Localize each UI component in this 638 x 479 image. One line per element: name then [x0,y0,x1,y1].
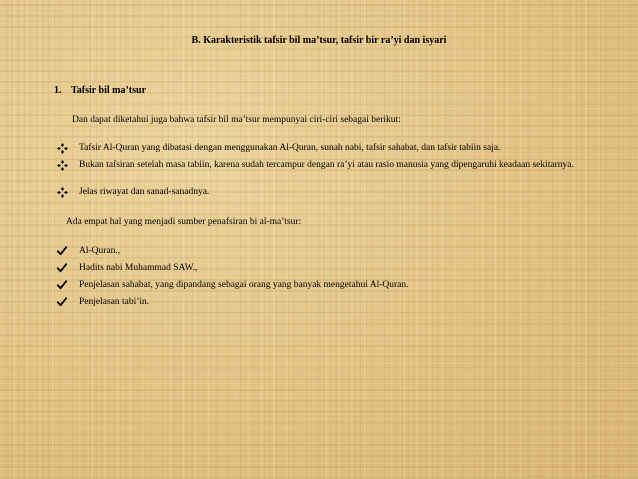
diamond-bullet-icon [56,159,68,171]
characteristic-text: Tafsir Al-Quran yang dibatasi dengan menggunakan Al-Quran, sunah nabi, tafsir sahabat, dan tafsir tabiin saja. [79,143,501,153]
source-text: Hadits nabi Muhammad SAW., [79,263,198,273]
section-number: 1. [54,85,62,96]
checkmark-bullet-icon [56,262,68,274]
checkmark-bullet-icon [56,279,68,291]
characteristic-text: Bukan tafsiran setelah masa tabiin, karena sudah tercampur dengan ra’yi atau rasio manusia yang dipengaruhi keadaan sekitarnya. [79,160,574,170]
characteristic-text: Jelas riwayat dan sanad-sanadnya. [79,187,210,197]
section-heading-text: Tafsir bil ma’tsur [71,85,147,96]
checkmark-bullet-icon [56,245,68,257]
source-text: Penjelasan sahabat, yang dipandang sebagai orang yang banyak mengetahui Al-Quran. [79,280,409,290]
source-text: Penjelasan tabi’in. [79,297,150,307]
source-text: Al-Quran., [79,246,121,256]
sources-intro-paragraph: Ada empat hal yang menjadi sumber penafsiran bi al-ma’tsur: [66,217,302,227]
intro-paragraph: Dan dapat diketahui juga bahwa tafsir bil ma’tsur mempunyai ciri-ciri sebagai berikut: [72,115,401,125]
slide-title: B. Karakteristik tafsir bil ma’tsur, tafsir bir ra’yi dan isyari [191,35,447,46]
checkmark-bullet-icon [56,296,68,308]
diamond-bullet-icon [56,142,68,154]
diamond-bullet-icon [56,186,68,198]
